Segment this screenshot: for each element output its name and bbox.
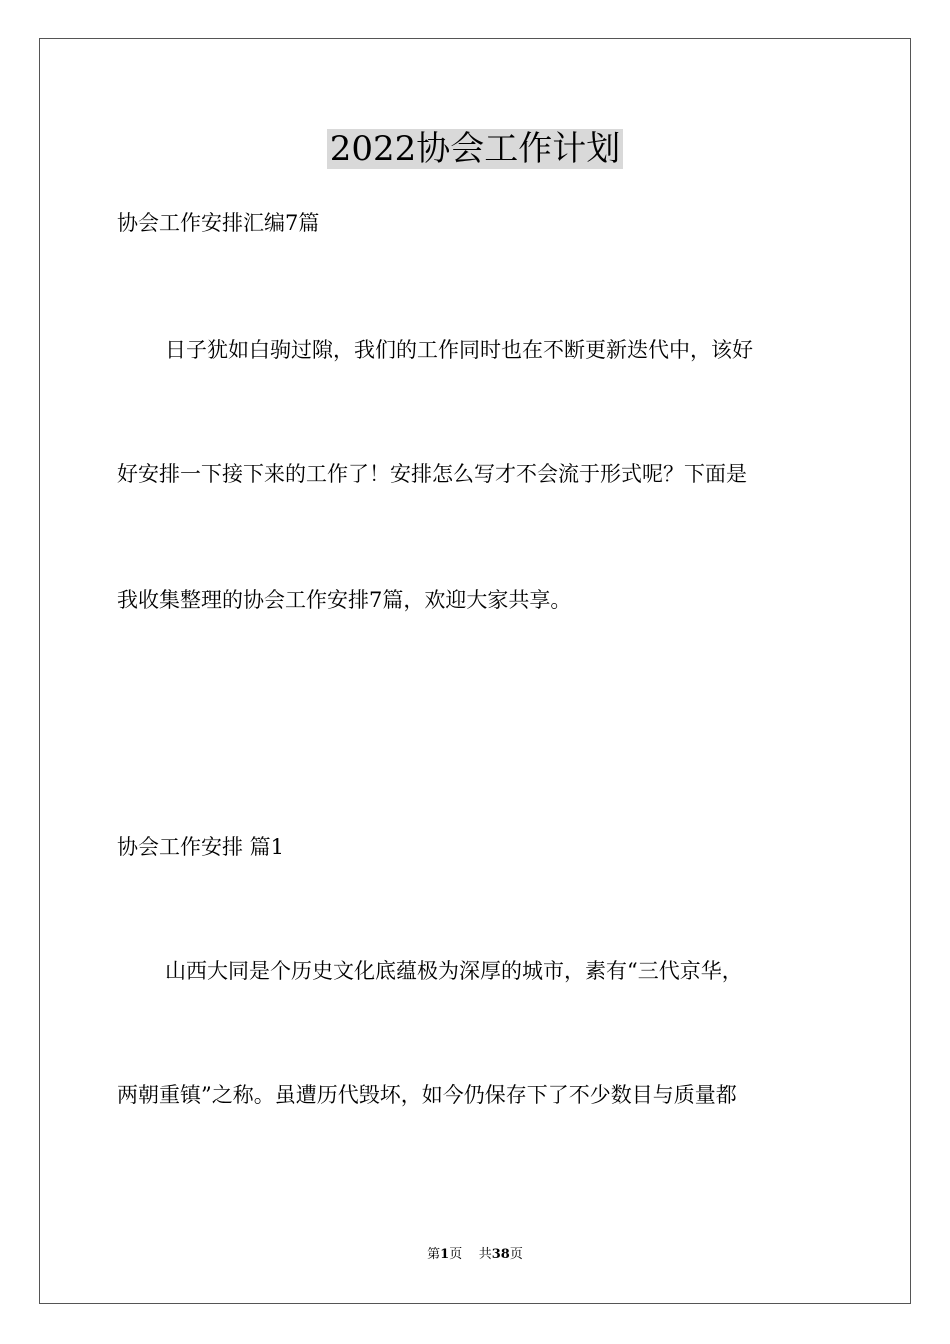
section-1-heading: 协会工作安排 篇1	[117, 835, 285, 859]
footer-page-current: 1	[440, 1247, 450, 1262]
footer-page-prefix: 第	[427, 1247, 441, 1262]
footer-page-total: 38	[491, 1247, 510, 1262]
footer-total-suffix: 页	[509, 1247, 523, 1262]
footer-page-suffix: 页	[449, 1247, 463, 1262]
document-subtitle: 协会工作安排汇编7篇	[117, 211, 320, 235]
intro-line-1: 日子犹如白驹过隙，我们的工作同时也在不断更新迭代中，该好	[165, 338, 753, 362]
footer-total-prefix: 共	[478, 1247, 492, 1262]
page-footer	[0, 1246, 950, 1264]
intro-line-2: 好安排一下接下来的工作了！安排怎么写才不会流于形式呢？下面是	[117, 462, 747, 486]
section-1-line-1: 山西大同是个历史文化底蕴极为深厚的城市，素有“三代京华，	[165, 959, 743, 983]
document-title	[0, 128, 950, 170]
section-1-line-2: 两朝重镇”之称。虽遭历代毁坏，如今仍保存下了不少数目与质量都	[117, 1083, 737, 1107]
document-title-text: 2022协会工作计划	[327, 129, 624, 169]
intro-line-3: 我收集整理的协会工作安排7篇，欢迎大家共享。	[117, 588, 572, 612]
